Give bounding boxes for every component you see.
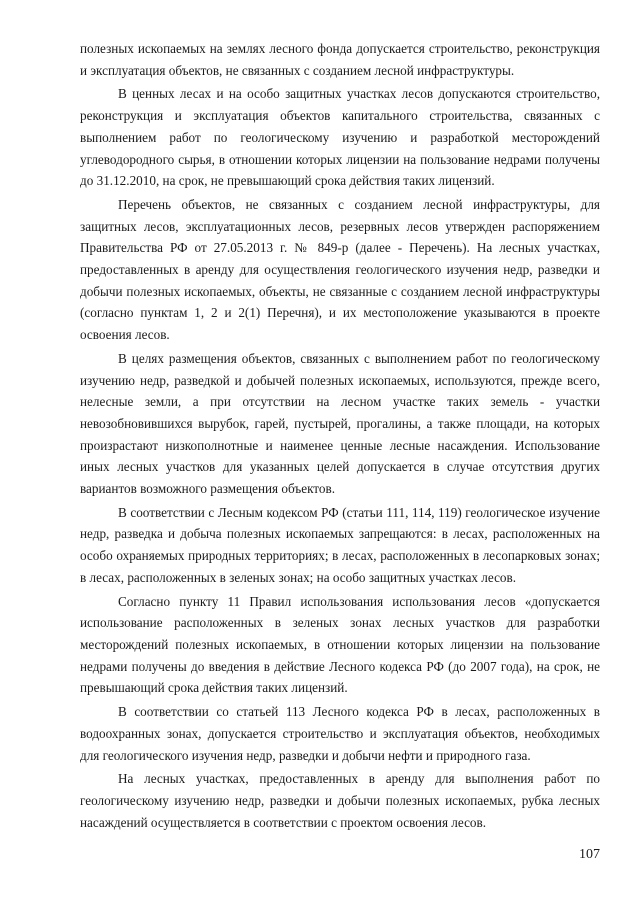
paragraph: В соответствии со статьей 113 Лесного кодекса РФ в лесах, расположенных в водоохранных зонах, допускается строительство и эксплуатация объектов, необходимых для геологического изучения недр, разведки и добычи нефти и природного газа. <box>80 704 600 763</box>
paragraph: Перечень объектов, не связанных с созданием лесной инфраструктуры, для защитных лесов, эксплуатационных лесов, резервных лесов утвержден распоряжением Правительства РФ от 27.05.2013 г. № 849-р (далее - Перечень). На лесных участках, предоставленных в аренду для осуществления геологического изучения недр, разведки и добычи полезных ископаемых, объекты, не связанные с созданием лесной инфраструктуры (согласно пунктам 1, 2 и 2(1) Перечня), и их местоположение указываются в проекте освоения лесов. <box>80 196 600 343</box>
paragraph: На лесных участках, предоставленных в аренду для выполнения работ по геологическому изучению недр, разведки и добычи полезных ископаемых, рубка лесных насаждений осуществляется в соответствии с проектом освоения лесов. <box>80 771 600 830</box>
paragraph: В соответствии с Лесным кодексом РФ (статьи 111, 114, 119) геологическое изучение недр, разведка и добыча полезных ископаемых запрещаются: в лесах, расположенных на особо охраняемых природных территориях; в лесах, расположенных в лесопарковых зонах; в лесах, расположенных в зеленых зонах; на особо защитных участках лесов. <box>80 504 600 585</box>
paragraph-continued: полезных ископаемых на землях лесного фонда допускается строительство, реконструкция и эксплуатация объектов, не связанных с созданием лесной инфраструктуры. <box>80 41 600 78</box>
page-number: 107 <box>579 847 600 862</box>
paragraph: В целях размещения объектов, связанных с выполнением работ по геологическому изучению недр, разведкой и добычей полезных ископаемых, используются, прежде всего, нелесные земли, а при отсутствии на лесном участке таких земель - участки невозобновившихся вырубок, гарей, пустырей, прогалины, а также площади, на которых произрастают низкополнотные и наименее ценные лесные насаждения. Использование иных лесных участков для указанных целей допускается в случае отсутствия других вариантов возможного размещения объектов. <box>80 350 600 497</box>
paragraph: В ценных лесах и на особо защитных участках лесов допускаются строительство, реконструкция и эксплуатация объектов капитального строительства, связанных с выполнением работ по геологическому изучению и разработкой месторождений углеводородного сырья, в отношении которых лицензии на пользование недрами получены до 31.12.2010, на срок, не превышающий срока действия таких лицензий. <box>80 86 600 189</box>
document-body <box>80 38 600 835</box>
paragraph: Согласно пункту 11 Правил использования использования лесов «допускается использование расположенных в зеленых зонах лесных участков для разработки месторождений полезных ископаемых, в отношении которых лицензии на пользование недрами получены до введения в действие Лесного кодекса РФ (до 2007 года), на срок, не превышающий срока действия таких лицензий. <box>80 593 600 696</box>
